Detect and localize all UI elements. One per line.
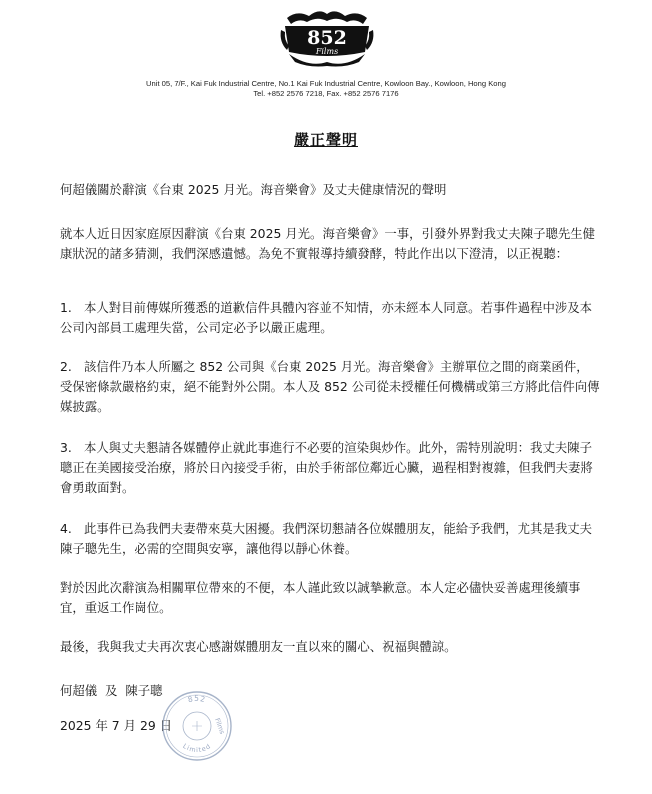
signature: 何超儀 及 陳子聰 (60, 683, 163, 698)
logo-number: 852 (307, 27, 347, 49)
point-number: 4. (60, 521, 72, 536)
stamp-side-text: Films (213, 716, 227, 736)
logo-films-text: Films (315, 47, 339, 56)
point-4 (60, 519, 600, 559)
point-number: 3. (60, 440, 72, 455)
point-text: 此事件已為我們夫妻帶來莫大困擾。我們深切懇請各位媒體朋友，能給予我們，尤其是我丈夫陳子聰先生，必需的空間與安寧，讓他得以靜心休養。 (60, 521, 593, 556)
company-address: Unit 05, 7/F., Kai Fuk Industrial Centre, No.1 Kai Fuk Industrial Centre, Kowloon Bay., Kowloon, Hong Kong (146, 79, 506, 88)
point-1 (60, 298, 600, 338)
stamp-top-text: 852 (186, 694, 208, 705)
point-text: 該信件乃本人所屬之 852 公司與《台東 2025 月光。海音樂會》主辦單位之間的商業函件，受保密條款嚴格約束，絕不能對外公開。本人及 852 公司從未授權任何機構或第三方將此信件向傳媒披露。 (60, 359, 600, 414)
intro-paragraph: 就本人近日因家庭原因辭演《台東 2025 月光。海音樂會》一事，引發外界對我丈夫陳子聰先生健康狀況的諸多猜測，我們深感遺憾。為免不實報導持續發酵，特此作出以下澄清，以正視聽： (60, 226, 596, 261)
stamp-bottom-text: Limited (181, 741, 213, 755)
point-2 (60, 357, 600, 417)
company-seal-stamp (160, 689, 234, 763)
letterhead (0, 79, 652, 98)
company-logo (279, 8, 375, 68)
point-text: 本人與丈夫懇請各媒體停止就此事進行不必要的渲染與炒作。此外，需特別說明：我丈夫陳子聰正在美國接受治療，將於日內接受手術，由於手術部位鄰近心臟，過程相對複雜，但我們夫妻將會勇敢面對。 (60, 440, 593, 495)
closing-paragraph: 最後，我與我丈夫再次衷心感謝媒體朋友一直以來的關心、祝福與體諒。 (60, 639, 457, 654)
statement-subject: 何超儀關於辭演《台東 2025 月光。海音樂會》及丈夫健康情況的聲明 (60, 182, 447, 197)
document-title: 嚴正聲明 (293, 131, 358, 149)
svg-text:Limited (181, 742, 212, 754)
statement-date: 2025 年 7 月 29 日 (60, 718, 173, 733)
point-text: 本人對目前傳媒所獲悉的道歉信件具體內容並不知情，亦未經本人同意。若事件過程中涉及本公司內部員工處理失當，公司定必予以嚴正處理。 (60, 300, 593, 335)
point-number: 2. (60, 359, 72, 374)
point-3 (60, 438, 600, 498)
document-title-wrap (0, 129, 652, 150)
point-number: 1. (60, 300, 72, 315)
company-contact: Tel. +852 2576 7218, Fax. +852 2576 7176 (253, 88, 399, 98)
svg-text:852 (187, 694, 207, 704)
apology-paragraph: 對於因此次辭演為相關單位帶來的不便，本人謹此致以誠摯歉意。本人定必儘快妥善處理後續事宜，重返工作崗位。 (60, 580, 581, 615)
